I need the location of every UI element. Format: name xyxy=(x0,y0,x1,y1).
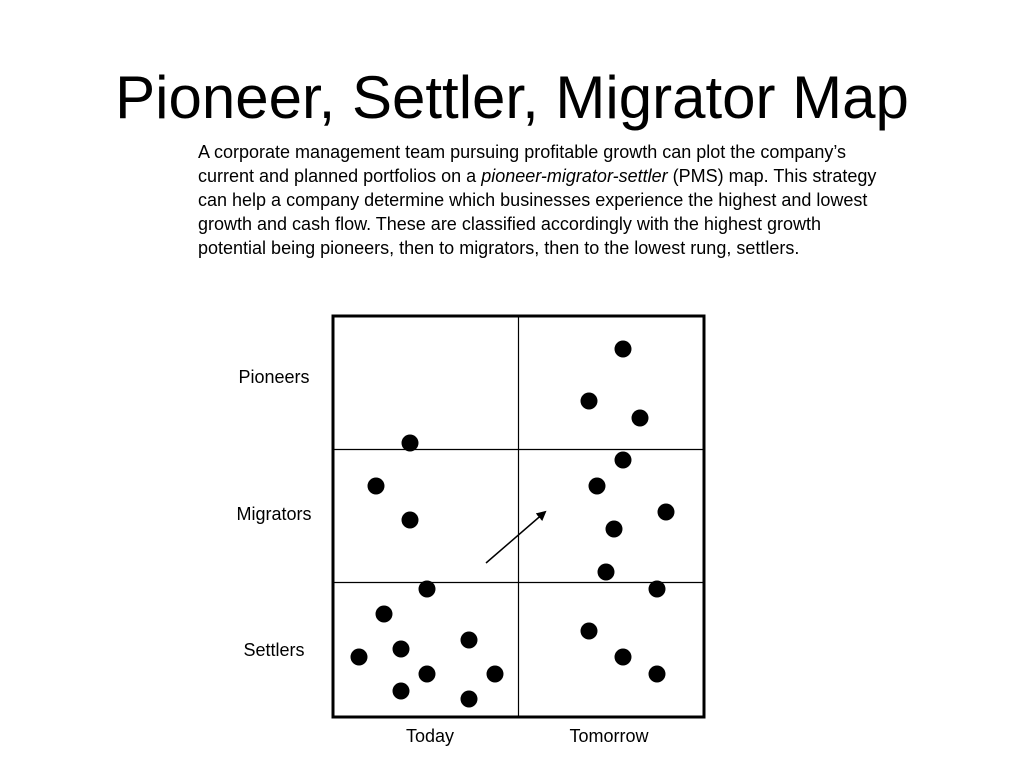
portfolio-dot xyxy=(632,410,649,427)
portfolio-dot xyxy=(419,581,436,598)
portfolio-dot xyxy=(402,435,419,452)
slide-title: Pioneer, Settler, Migrator Map xyxy=(115,64,909,131)
description-italic-term: pioneer-migrator-settler xyxy=(481,166,668,186)
portfolio-dot xyxy=(649,666,666,683)
portfolio-dot xyxy=(393,641,410,658)
portfolio-dot xyxy=(615,452,632,469)
portfolio-dot xyxy=(419,666,436,683)
map-grid xyxy=(333,316,704,717)
portfolio-dot xyxy=(615,341,632,358)
portfolio-dot xyxy=(589,478,606,495)
column-label-tomorrow: Tomorrow xyxy=(569,726,649,746)
shift-arrow xyxy=(486,512,545,563)
portfolio-dot xyxy=(402,512,419,529)
portfolio-dot xyxy=(581,393,598,410)
portfolio-dot xyxy=(376,606,393,623)
column-label-today: Today xyxy=(405,726,455,746)
portfolio-dot xyxy=(461,632,478,649)
portfolio-dot xyxy=(487,666,504,683)
description-text-start: A corporate management team pursuing profitable growth can plot the company’s current and planned portfolios on a xyxy=(198,142,847,186)
portfolio-dot xyxy=(368,478,385,495)
portfolio-dot xyxy=(649,581,666,598)
portfolio-dots xyxy=(351,341,675,708)
portfolio-dot xyxy=(615,649,632,666)
portfolio-dot xyxy=(598,564,615,581)
portfolio-dot xyxy=(393,683,410,700)
portfolio-dot xyxy=(581,623,598,640)
portfolio-dot xyxy=(658,504,675,521)
portfolio-dot xyxy=(351,649,368,666)
row-label-settlers: Settlers xyxy=(243,640,305,660)
description-text-end: (PMS) map. This strategy can help a company determine which businesses experience the highest and lowest growth and cash flow. These are classified accordingly with the highest growth potential being pioneers, then to migrators, then to the lowest rung, settlers. xyxy=(198,166,877,258)
portfolio-dot xyxy=(606,521,623,538)
portfolio-dot xyxy=(461,691,478,708)
row-label-migrators: Migrators xyxy=(236,504,312,524)
row-label-pioneers: Pioneers xyxy=(238,367,310,387)
